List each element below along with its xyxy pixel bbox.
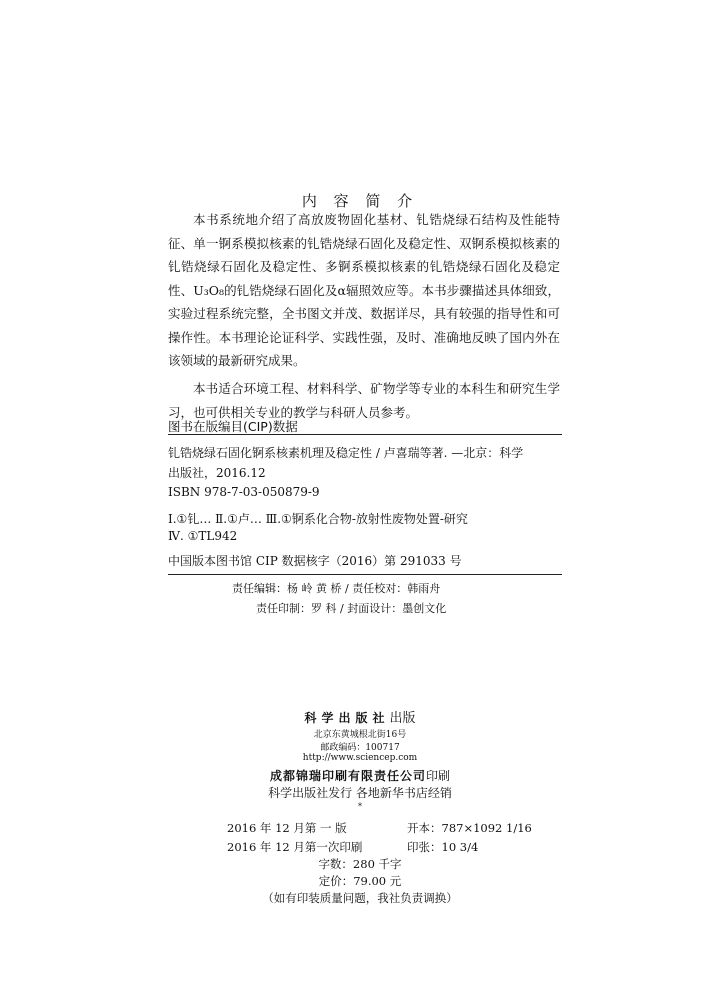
publisher-address: 北京东黄城根北街16号 [313, 730, 407, 740]
edition-line: 2016 年 12 月第 一 版 [227, 821, 347, 835]
summary-paragraph: 本书适合环境工程、材料科学、矿物学等专业的本科生和研究生学习，也可供相关专业的教学与科研人员参考。 [168, 381, 560, 420]
cip-number: 中国版本图书馆 CIP 数据核字（2016）第 291033 号 [168, 554, 462, 568]
printer-name: 成都锦瑞印刷有限责任公司 [269, 769, 426, 783]
cip-isbn: ISBN 978-7-03-050879-9 [168, 485, 320, 499]
publisher-suffix: 出版 [389, 711, 416, 726]
summary-heading: 内 容 简 介 [301, 192, 419, 210]
publisher-name: 科学出版社 [304, 711, 390, 725]
price: 定价：79.00 元 [318, 874, 402, 888]
publisher-line [0, 707, 720, 726]
printing-line: 2016 年 12 月第一次印刷 [227, 840, 363, 854]
cip-heading: 图书在版编目(CIP)数据 [168, 419, 298, 434]
cip-classification: Ⅳ. ①TL942 [168, 529, 238, 543]
separator-star: * [358, 802, 362, 811]
publisher-website: http://www.sciencep.com [302, 753, 418, 763]
printer-line [0, 767, 720, 784]
cip-bottom-rule [168, 574, 562, 575]
sheet-info: 印张：10 3/4 [407, 840, 479, 854]
word-count: 字数：280 千字 [318, 857, 402, 871]
format-info: 开本：787×1092 1/16 [407, 821, 532, 835]
editor-credits: 责任编辑：杨 岭 黄 桥 / 责任校对：韩雨舟 [232, 582, 441, 595]
cip-top-rule [168, 434, 562, 435]
cip-title-line: 出版社，2016.12 [168, 466, 266, 480]
cip-title-line: 钆锆烧绿石固化锕系核素机理及稳定性 / 卢喜瑞等著. —北京：科学 [168, 446, 524, 460]
summary-paragraph: 本书系统地介绍了高放废物固化基材、钆锆烧绿石结构及性能特征、单一锕系模拟核素的钆锆烧绿石固化及稳定性、双锕系模拟核素的钆锆烧绿石固化及稳定性、多锕系模拟核素的钆锆烧绿石固化及稳定性、U₃O₈的钆锆烧绿石固化及α辐照效应等。本书步骤描述具体细致，实验过程系统完整，全书图文并茂、数据详尽，具有较强的指导性和可操作性。本书理论论证科学、实践性强，及时、准确地反映了国内外在该领域的最新研究成果。 [168, 212, 560, 368]
distribution-line: 科学出版社发行 各地新华书店经销 [268, 786, 452, 800]
production-credits: 责任印制：罗 科 / 封面设计：墨创文化 [256, 602, 447, 615]
printer-suffix: 印刷 [426, 769, 451, 783]
cip-classification: Ⅰ.①钆… Ⅱ.①卢… Ⅲ.①锕系化合物-放射性废物处置-研究 [168, 512, 468, 526]
publisher-postcode: 邮政编码：100717 [320, 743, 400, 753]
quality-notice: （如有印装质量问题，我社负责调换） [262, 891, 458, 905]
